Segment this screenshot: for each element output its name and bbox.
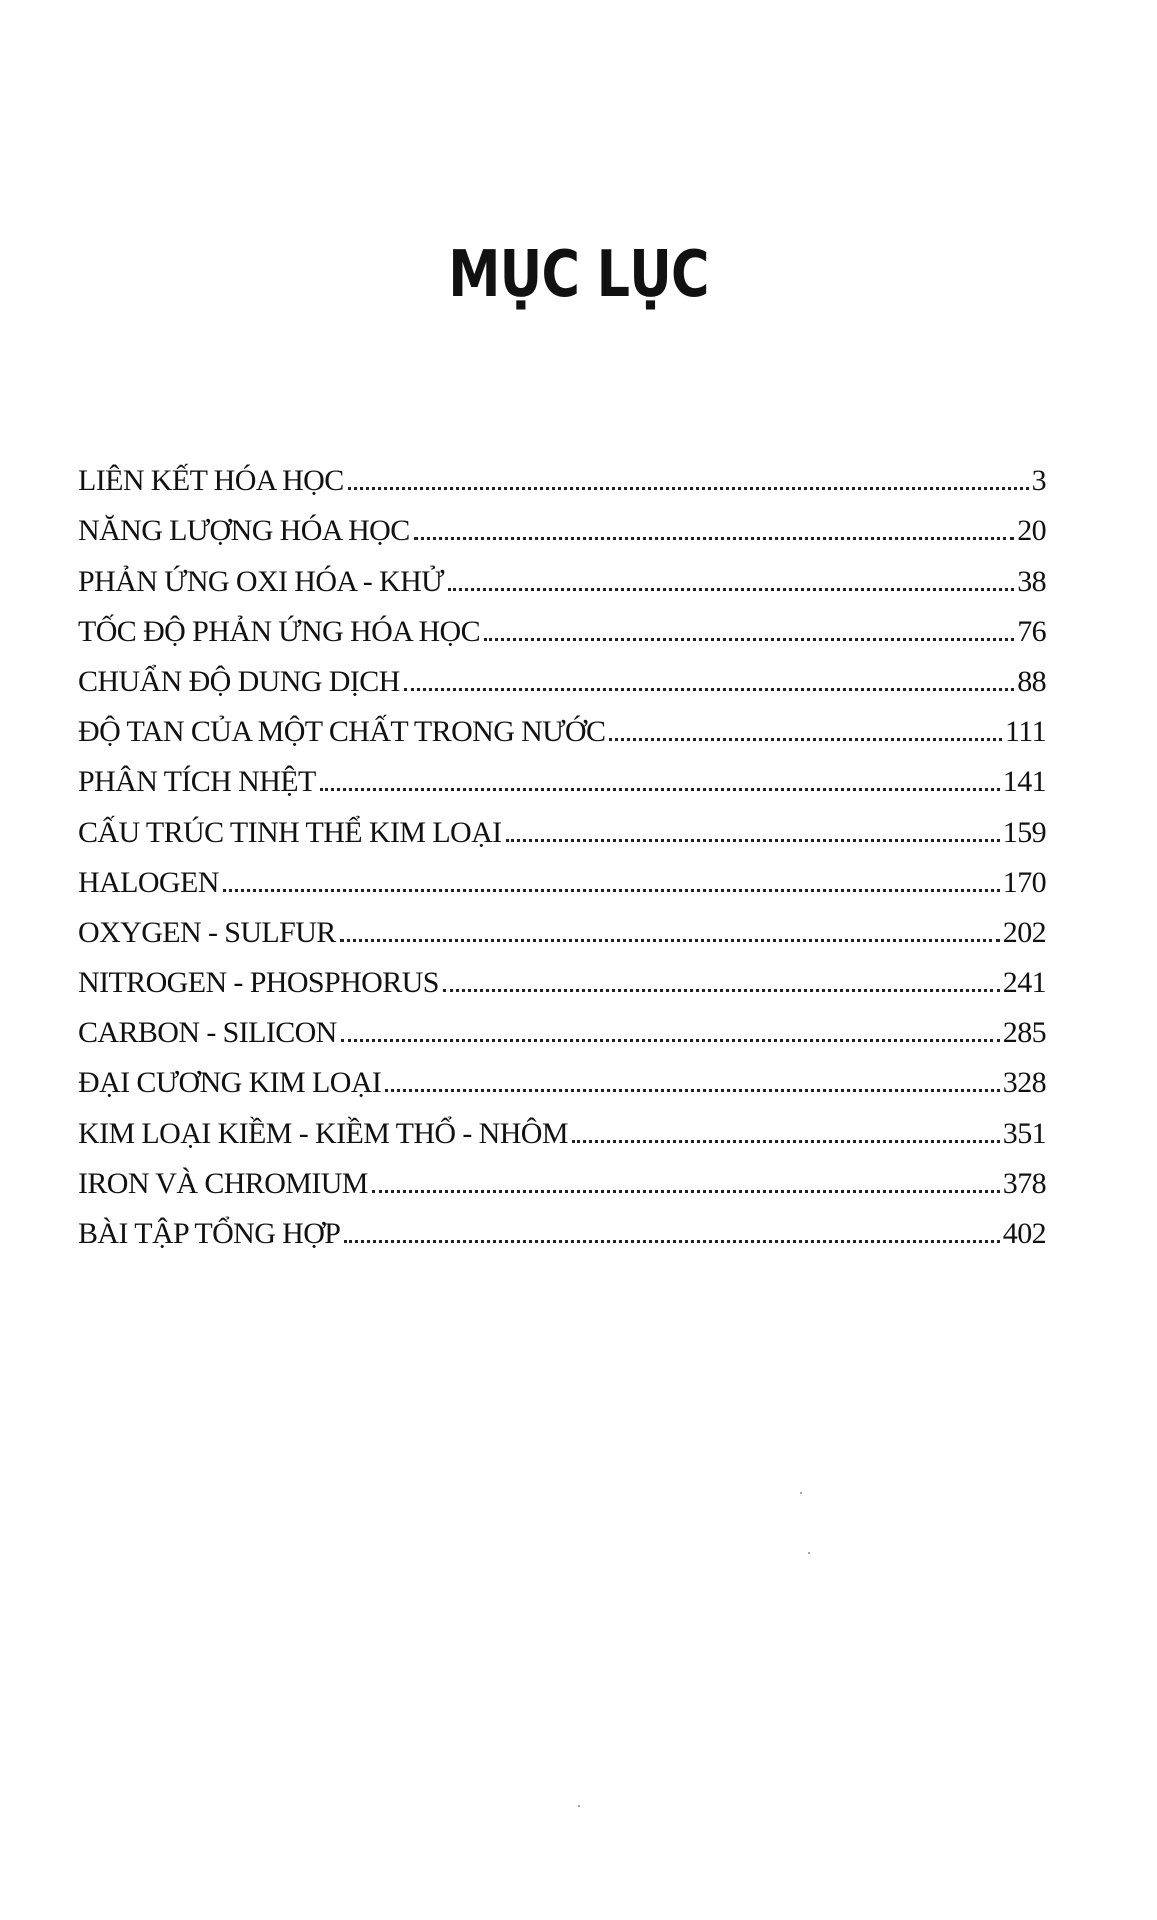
dot-leader (609, 738, 1002, 741)
toc-entry-page: 402 (1002, 1217, 1046, 1250)
scan-speck (800, 1492, 802, 1494)
toc-entry-page: 20 (1017, 514, 1046, 548)
toc-entry (78, 1201, 1046, 1251)
toc-entry-page: 111 (1005, 715, 1046, 749)
toc-entry-page: 170 (1002, 865, 1046, 899)
toc-entry (78, 1151, 1046, 1201)
toc-entry-title: LIÊN KẾT HÓA HỌC (78, 464, 344, 498)
dot-leader (484, 638, 1014, 641)
dot-leader (223, 889, 1000, 892)
toc-entry (78, 548, 1046, 598)
dot-leader (348, 487, 1029, 490)
toc-entry-title: CHUẨN ĐỘ DUNG DỊCH (78, 664, 400, 698)
toc-entry-title: BÀI TẬP TỔNG HỢP (78, 1217, 341, 1250)
toc-entry-page: 241 (1002, 966, 1046, 1000)
toc-entry (78, 1000, 1046, 1050)
page-title: MỤC LỤC (448, 238, 709, 312)
toc-entry-page: 141 (1002, 765, 1046, 799)
dot-leader (404, 688, 1014, 691)
toc-entry-title: NITROGEN - PHOSPHORUS (78, 966, 439, 1000)
toc-entry (78, 749, 1046, 799)
toc-entry (78, 900, 1046, 950)
toc-entry-page: 88 (1017, 664, 1046, 698)
toc-entry-page: 38 (1017, 564, 1046, 598)
toc-entry-page: 378 (1002, 1166, 1046, 1200)
dot-leader (341, 1039, 1000, 1042)
toc-entry (78, 699, 1046, 749)
toc-entry-title: CẤU TRÚC TINH THỂ KIM LOẠI (78, 815, 502, 849)
toc-entry-title: ĐẠI CƯƠNG KIM LOẠI (78, 1066, 382, 1100)
dot-leader (320, 788, 1000, 791)
toc-entry-page: 3 (1031, 464, 1046, 498)
table-of-contents (78, 448, 1046, 1251)
toc-entry (78, 1050, 1046, 1100)
toc-entry (78, 498, 1046, 548)
toc-entry-page: 202 (1002, 915, 1046, 949)
toc-entry-title: ĐỘ TAN CỦA MỘT CHẤT TRONG NƯỚC (78, 715, 606, 749)
toc-entry (78, 599, 1046, 649)
dot-leader (572, 1140, 1000, 1143)
toc-entry (78, 448, 1046, 498)
dot-leader (443, 989, 1000, 992)
toc-entry-title: IRON VÀ CHROMIUM (78, 1166, 368, 1200)
toc-entry-title: PHẢN ỨNG OXI HÓA - KHỬ (78, 564, 444, 598)
dot-leader (414, 537, 1015, 540)
toc-entry-title: TỐC ĐỘ PHẢN ỨNG HÓA HỌC (78, 614, 480, 648)
dot-leader (340, 939, 1000, 942)
dot-leader (385, 1089, 1000, 1092)
toc-entry-page: 351 (1002, 1116, 1046, 1150)
toc-entry-title: NĂNG LƯỢNG HÓA HỌC (78, 514, 410, 548)
dot-leader (506, 839, 1000, 842)
dot-leader (448, 588, 1014, 591)
toc-entry (78, 850, 1046, 900)
toc-entry (78, 649, 1046, 699)
toc-entry-title: PHÂN TÍCH NHỆT (78, 765, 316, 799)
toc-entry-title: OXYGEN - SULFUR (78, 915, 336, 949)
toc-entry-page: 76 (1017, 614, 1046, 648)
toc-entry (78, 950, 1046, 1000)
toc-entry-title: HALOGEN (78, 865, 219, 899)
toc-entry-page: 328 (1002, 1066, 1046, 1100)
toc-entry (78, 1100, 1046, 1150)
toc-entry (78, 799, 1046, 849)
toc-entry-page: 285 (1002, 1016, 1046, 1050)
scan-speck (578, 1805, 580, 1807)
dot-leader (372, 1190, 1000, 1193)
toc-entry-page: 159 (1002, 815, 1046, 849)
toc-entry-title: KIM LOẠI KIỀM - KIỀM THỔ - NHÔM (78, 1116, 568, 1150)
scan-speck (808, 1552, 810, 1554)
toc-entry-title: CARBON - SILICON (78, 1016, 337, 1050)
dot-leader (344, 1240, 999, 1243)
